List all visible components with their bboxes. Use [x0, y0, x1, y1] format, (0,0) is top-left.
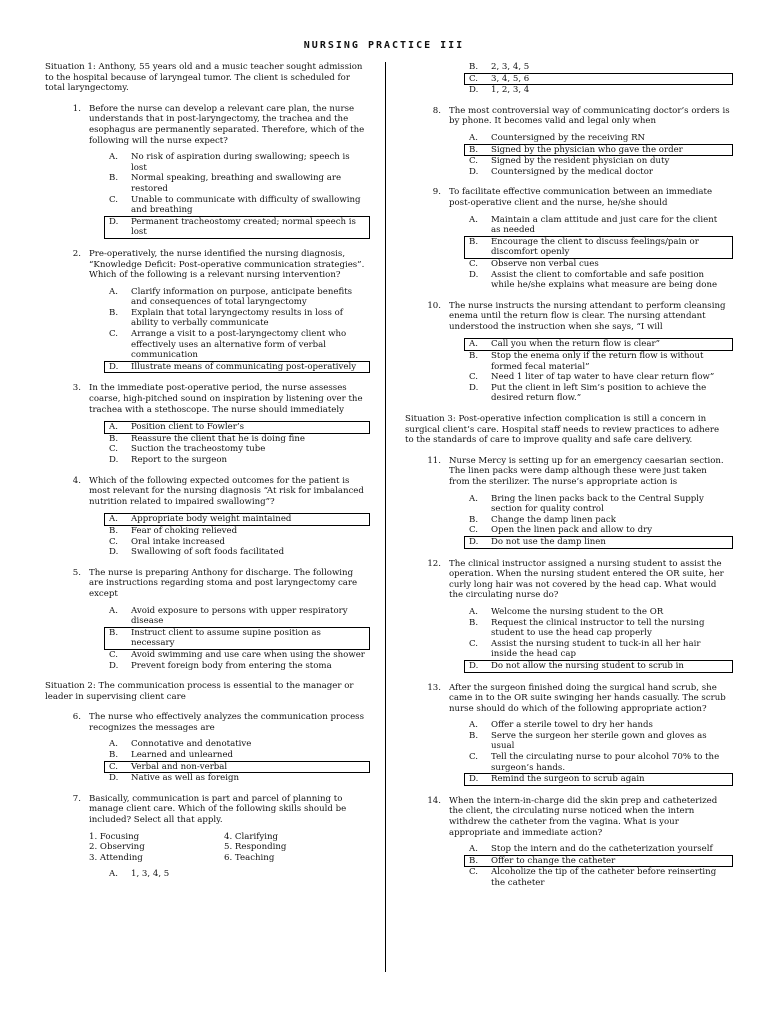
question-text: When the intern-in-charge did the skin prep and catheterized the client, the circulating nurse noticed when the intern withdrew the catheter from the vagina. What is your appropriate and immediate action?: [449, 795, 718, 838]
question-text: Nurse Mercy is setting up for an emergency caesarian section. The linen packs were damp although these were just taken from the sterilizer. The nurse’s appropriate action is: [449, 455, 724, 487]
option-letter: D.: [469, 85, 479, 96]
option-text: Alcoholize the tip of the catheter before reinserting the catheter: [491, 867, 717, 888]
question-text: Pre-operatively, the nurse identified the nursing diagnosis, “Knowledge Deficit: Post-operative communication strategies”. Which of the following is a relevant nursing intervention?: [89, 248, 365, 281]
option-text: Report to the surgeon: [131, 455, 228, 465]
option-letter: D.: [469, 269, 479, 280]
option-text: Native as well as foreign: [131, 773, 240, 784]
question-number: 9.: [432, 187, 441, 198]
question-4: [45, 476, 367, 508]
option-letter: A.: [109, 514, 118, 525]
option-a: [467, 494, 730, 515]
option-c: [467, 639, 730, 660]
choice-item: 3. Attending: [89, 852, 143, 863]
option-b-answer: [464, 144, 733, 157]
option-text: Appropriate body weight maintained: [131, 514, 292, 525]
option-letter: C.: [109, 536, 119, 547]
option-d-answer: [464, 536, 733, 549]
option-letter: A.: [109, 422, 118, 433]
option-c: [107, 650, 367, 661]
option-letter: A.: [109, 739, 118, 750]
option-letter: B.: [469, 62, 479, 72]
option-d: [467, 85, 730, 96]
option-text: Prevent foreign body from entering the stoma: [131, 660, 332, 671]
option-letter: C.: [469, 638, 479, 649]
options-q4: [107, 513, 367, 557]
option-b: [467, 62, 730, 73]
question-number: 4.: [72, 475, 81, 486]
question-1: [45, 104, 367, 146]
options-q11: [467, 494, 730, 549]
option-text: Reassure the client that he is doing fine: [131, 433, 305, 444]
option-a: [467, 215, 730, 236]
option-c: [107, 444, 367, 455]
options-q7-start: [107, 869, 367, 880]
option-text: Countersigned by the medical doctor: [491, 166, 653, 177]
option-d: [467, 270, 730, 291]
question-text: Basically, communication is part and parcel of planning to manage client care. Which of the following skills should be included? Select all that apply.: [89, 793, 347, 826]
question-9: [405, 187, 730, 208]
option-a: [107, 606, 367, 627]
option-c: [107, 329, 367, 361]
option-letter: D.: [109, 773, 119, 784]
option-text: Maintain a clam attitude and just care for the client as needed: [491, 214, 718, 236]
left-column: [45, 62, 367, 890]
situation-3: Situation 3: Post-operative infection complication is still a concern in surgical client’s care. Hospital staff needs to review practices to adhere to the standards of care to improve quality and safe care delivery.: [405, 414, 720, 446]
question-5: [45, 568, 367, 600]
option-text: Request the clinical instructor to tell the nursing student to use the head cap properly: [491, 617, 705, 639]
option-text: Remind the surgeon to scrub again: [491, 774, 645, 785]
option-text: 1, 2, 3, 4: [491, 85, 530, 96]
option-letter: D.: [109, 455, 119, 465]
skill-choices: [89, 832, 367, 864]
option-letter: D.: [109, 361, 119, 372]
option-a: [467, 720, 730, 731]
option-b: [467, 731, 730, 752]
option-text: Assist the client to comfortable and safe position while he/she explains what measure are being done: [491, 269, 718, 291]
option-letter: A.: [109, 869, 118, 880]
question-7: [45, 794, 367, 826]
option-letter: A.: [469, 844, 478, 855]
choice-item: 2. Observing: [89, 842, 145, 853]
option-letter: D.: [109, 216, 119, 227]
option-text: Arrange a visit to a post-laryngectomy client who effectively uses an alternative form of verbal communication: [131, 329, 347, 361]
option-text: Permanent tracheostomy created; normal speech is lost: [131, 216, 356, 238]
option-text: Learned and unlearned: [131, 750, 234, 761]
question-number: 2.: [72, 248, 81, 259]
question-6: [45, 712, 367, 733]
choice-item: 5. Responding: [224, 842, 287, 853]
option-letter: B.: [469, 617, 479, 628]
option-text: Signed by the resident physician on duty: [491, 156, 670, 167]
option-letter: A.: [469, 493, 478, 504]
option-text: No risk of aspiration during swallowing; speech is lost: [131, 152, 350, 173]
options-q12: [467, 607, 730, 673]
option-text: Assist the nursing student to tuck-in all her hair inside the head cap: [491, 638, 701, 660]
options-q9: [467, 215, 730, 291]
option-letter: B.: [109, 627, 119, 638]
option-b: [107, 173, 367, 194]
option-a: [107, 287, 367, 308]
choice-item: 4. Clarifying: [224, 831, 279, 842]
option-d: [107, 547, 367, 558]
option-text: Stop the intern and do the catheterization yourself: [491, 844, 713, 855]
option-c: [467, 372, 730, 383]
option-text: Avoid exposure to persons with upper respiratory disease: [131, 605, 348, 627]
question-number: 6.: [72, 712, 81, 723]
option-b-answer: [464, 855, 733, 868]
option-text: Change the damp linen pack: [491, 514, 616, 525]
option-text: Normal speaking, breathing and swallowing are restored: [131, 173, 342, 194]
option-letter: D.: [469, 660, 479, 671]
option-letter: D.: [469, 166, 479, 177]
option-text: Tell the circulating nurse to pour alcohol 70% to the surgeon’s hands.: [491, 752, 720, 773]
question-11: [405, 456, 730, 488]
question-number: 1.: [72, 103, 81, 114]
option-text: Offer to change the catheter: [491, 855, 616, 866]
option-text: Serve the surgeon her sterile gown and gloves as usual: [491, 730, 707, 752]
question-text: The nurse who effectively analyzes the communication process recognizes the messages are: [89, 712, 364, 733]
option-letter: C.: [109, 194, 119, 205]
option-a: [107, 869, 367, 880]
option-c-answer: [104, 761, 370, 774]
option-letter: C.: [469, 752, 479, 763]
options-q2: [107, 287, 367, 374]
option-c: [467, 259, 730, 270]
option-b: [467, 515, 730, 526]
option-letter: C.: [469, 867, 479, 878]
option-text: Offer a sterile towel to dry her hands: [491, 720, 653, 731]
option-d-answer: [464, 773, 733, 786]
column-divider: [385, 62, 386, 972]
option-letter: A.: [469, 339, 478, 350]
option-letter: C.: [469, 258, 479, 269]
question-text: Which of the following expected outcomes for the patient is most relevant for the nursing diagnosis “At risk for imbalanced nutrition related to impaired swallowing”?: [89, 475, 364, 507]
option-text: Suction the tracheostomy tube: [131, 444, 266, 455]
option-c: [467, 752, 730, 773]
option-letter: B.: [109, 525, 119, 536]
option-letter: B.: [109, 750, 119, 761]
option-letter: A.: [469, 606, 478, 617]
option-d: [107, 661, 367, 672]
option-letter: A.: [109, 286, 118, 297]
option-letter: C.: [469, 73, 479, 84]
option-a: [107, 152, 367, 173]
options-q13: [467, 720, 730, 786]
question-number: 14.: [427, 795, 441, 806]
question-number: 7.: [72, 793, 81, 804]
option-text: Swallowing of soft foods facilitated: [131, 547, 285, 558]
question-text: The most controversial way of communicating doctor’s orders is by phone. It becomes valid and legal only when: [449, 105, 730, 127]
option-letter: C.: [109, 761, 119, 772]
option-text: Encourage the client to discuss feelings/pain or discomfort openly: [491, 236, 699, 258]
option-a: [467, 607, 730, 618]
option-d: [467, 383, 730, 404]
question-3: [45, 383, 367, 415]
options-q3: [107, 421, 367, 465]
option-letter: C.: [109, 329, 119, 340]
option-text: Open the linen pack and allow to dry: [491, 525, 653, 536]
question-10: [405, 301, 730, 333]
question-text: To facilitate effective communication between an immediate post-operative client and the nurse, he/she should: [449, 187, 713, 208]
option-text: Illustrate means of communicating post-operatively: [131, 361, 357, 372]
question-number: 10.: [427, 300, 441, 311]
question-8: [405, 106, 730, 127]
option-letter: A.: [109, 152, 118, 163]
option-text: Bring the linen packs back to the Central Supply section for quality control: [491, 493, 704, 515]
option-letter: A.: [469, 214, 478, 225]
option-text: Observe non verbal cues: [491, 258, 599, 269]
option-letter: A.: [469, 132, 478, 143]
question-text: The nurse is preparing Anthony for discharge. The following are instructions regarding stoma and post laryngectomy care except: [89, 567, 358, 599]
option-a: [107, 739, 367, 750]
option-d-answer: [464, 660, 733, 673]
option-letter: D.: [469, 774, 479, 785]
page-title: NURSING PRACTICE III: [303, 40, 465, 51]
option-letter: A.: [469, 720, 478, 731]
option-text: Oral intake increased: [131, 536, 226, 547]
option-b: [107, 434, 367, 445]
options-q14: [467, 844, 730, 888]
situation-1: Situation 1: Anthony, 55 years old and a music teacher sought admission to the hospital because of laryngeal tumor. The client is scheduled for total laryngectomy.: [45, 62, 363, 94]
right-column: [405, 62, 730, 899]
option-text: Connotative and denotative: [131, 739, 252, 750]
option-text: 2, 3, 4, 5: [491, 62, 530, 72]
option-text: Need 1 liter of tap water to have clear return flow”: [491, 372, 715, 383]
options-q10: [467, 338, 730, 404]
question-2: [45, 249, 367, 281]
option-text: Call you when the return flow is clear”: [491, 339, 660, 350]
option-b-answer: [464, 236, 733, 259]
option-letter: D.: [469, 536, 479, 547]
option-text: Position client to Fowler’s: [131, 422, 244, 433]
option-b: [467, 351, 730, 372]
question-12: [405, 559, 730, 601]
options-q5: [107, 606, 367, 672]
option-c: [467, 156, 730, 167]
option-letter: C.: [109, 444, 119, 455]
question-number: 13.: [427, 682, 441, 693]
option-text: Verbal and non-verbal: [131, 761, 228, 772]
question-number: 12.: [427, 558, 441, 569]
question-text: The clinical instructor assigned a nursing student to assist the operation. When the nursing student entered the OR suite, her curly long hair was not covered by the head cap. What would the circulating nurse do?: [449, 558, 724, 601]
option-text: Avoid swimming and use care when using the shower: [131, 649, 365, 660]
option-text: 1, 3, 4, 5: [131, 869, 170, 880]
choice-item: 1. Focusing: [89, 831, 140, 842]
option-c-answer: [464, 73, 733, 86]
option-letter: A.: [109, 605, 118, 616]
option-letter: B.: [469, 855, 479, 866]
option-text: 3, 4, 5, 6: [491, 73, 530, 84]
option-c: [107, 537, 367, 548]
options-q6: [107, 739, 367, 783]
option-letter: B.: [109, 173, 119, 184]
option-letter: B.: [109, 433, 119, 444]
option-text: Instruct client to assume supine position as necessary: [131, 627, 321, 649]
question-text: Before the nurse can develop a relevant care plan, the nurse understands that in post-laryngectomy, the trachea and the esophagus are permanently separated. Therefore, which of the following will the nurse expect?: [89, 103, 365, 146]
question-text: The nurse instructs the nursing attendant to perform cleansing enema until the return flow is clear. The nursing attendant understood the instruction when she says, “I will: [449, 300, 726, 332]
option-text: Welcome the nursing student to the OR: [491, 606, 664, 617]
option-letter: B.: [109, 307, 119, 318]
question-number: 11.: [427, 455, 441, 466]
option-b-answer: [104, 627, 370, 650]
option-letter: B.: [469, 351, 479, 362]
option-letter: D.: [109, 547, 119, 558]
option-letter: C.: [469, 525, 479, 536]
option-d-answer: [104, 216, 370, 239]
option-letter: C.: [469, 372, 479, 383]
option-text: Do not allow the nursing student to scrub in: [491, 660, 684, 671]
option-letter: B.: [469, 236, 479, 247]
option-a-answer: [104, 513, 370, 526]
options-q1: [107, 152, 367, 239]
situation-2: Situation 2: The communication process is essential to the manager or leader in supervising client care: [45, 681, 354, 702]
option-letter: C.: [109, 649, 119, 660]
option-text: Do not use the damp linen: [491, 536, 606, 547]
option-b: [107, 526, 367, 537]
option-d: [467, 167, 730, 178]
question-text: In the immediate post-operative period, the nurse assesses coarse, high-pitched sound on inspiration by listening over the trachea with a stethoscope. The nurse should immediately: [89, 383, 363, 415]
option-a-answer: [104, 421, 370, 434]
option-c: [107, 195, 367, 216]
question-text: After the surgeon finished doing the surgical hand scrub, she came in to the OR suite swinging her hands casually. The scrub nurse should do which of the following appropriate action?: [449, 682, 726, 714]
option-d: [107, 773, 367, 784]
question-14: [405, 796, 730, 838]
options-q8: [467, 133, 730, 177]
option-a: [467, 844, 730, 855]
option-letter: D.: [109, 660, 119, 671]
option-text: Fear of choking relieved: [131, 525, 238, 536]
option-b: [107, 308, 367, 329]
option-letter: B.: [469, 144, 479, 155]
choice-item: 6. Teaching: [224, 852, 275, 863]
option-letter: B.: [469, 514, 479, 525]
option-letter: B.: [469, 730, 479, 741]
option-c: [467, 525, 730, 536]
question-number: 8.: [432, 105, 441, 116]
option-c: [467, 867, 730, 888]
option-d: [107, 455, 367, 466]
option-a: [467, 133, 730, 144]
option-b: [467, 618, 730, 639]
option-b: [107, 750, 367, 761]
question-number: 3.: [72, 383, 81, 394]
question-13: [405, 683, 730, 715]
option-text: Stop the enema only if the return flow is without formed fecal material”: [491, 351, 704, 372]
option-text: Explain that total laryngectomy results in loss of ability to verbally communicate: [131, 307, 343, 329]
option-a-answer: [464, 338, 733, 351]
option-d-answer: [104, 361, 370, 374]
options-q7-continued: [467, 62, 730, 96]
option-text: Signed by the physician who gave the order: [491, 144, 683, 155]
option-text: Unable to communicate with difficulty of swallowing and breathing: [131, 194, 361, 216]
question-number: 5.: [72, 567, 81, 578]
option-text: Clarify information on purpose, anticipate benefits and consequences of total laryngectomy: [131, 286, 353, 308]
option-text: Put the client in left Sim’s position to achieve the desired return flow.”: [491, 382, 707, 404]
option-letter: D.: [469, 382, 479, 393]
option-text: Countersigned by the receiving RN: [491, 132, 646, 143]
option-letter: C.: [469, 156, 479, 167]
